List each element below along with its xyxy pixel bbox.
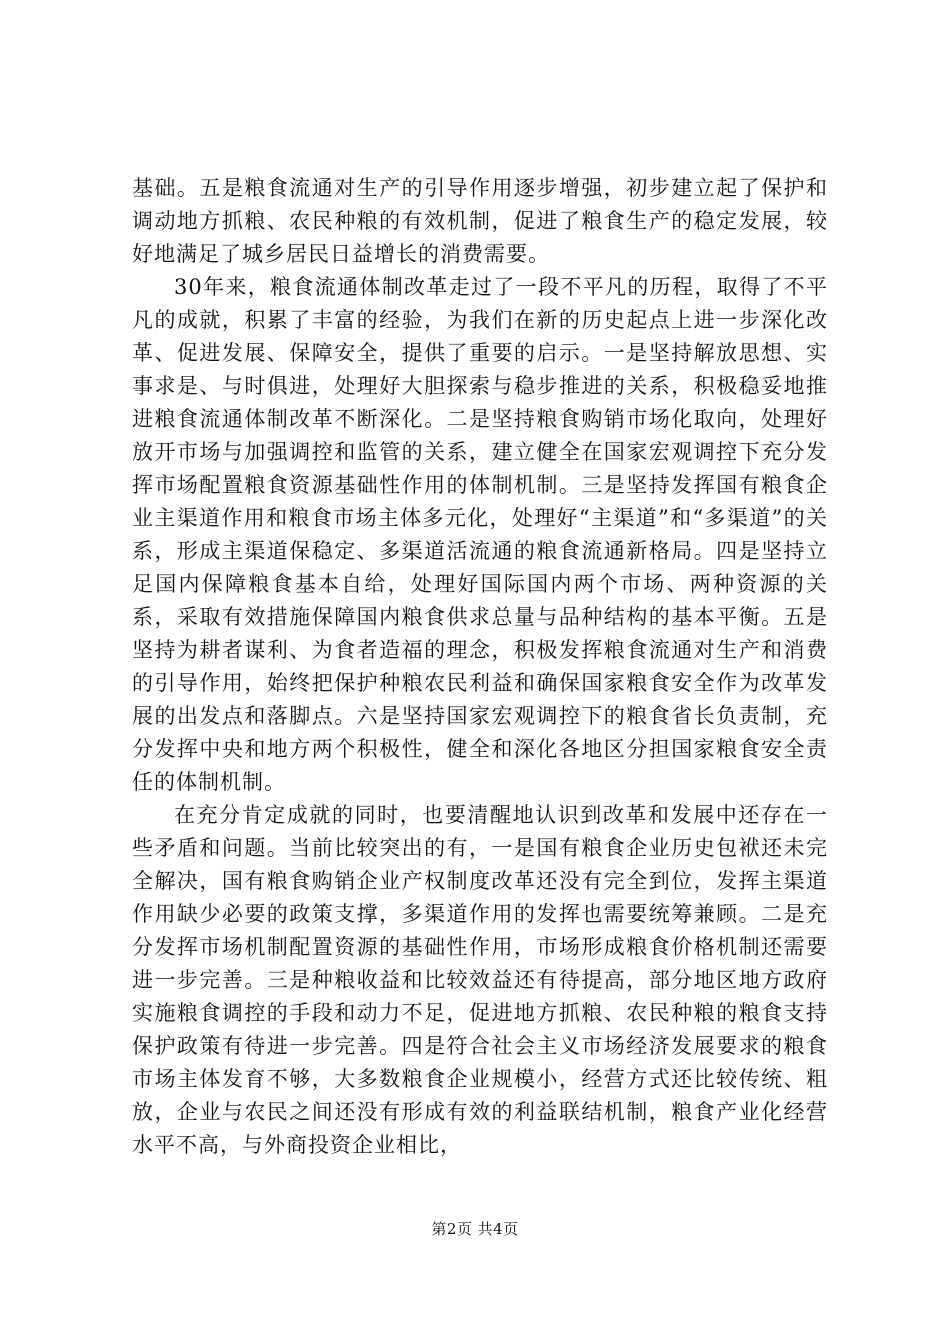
page-footer: 第2页 共4页: [431, 1220, 519, 1238]
paragraph-problems: 在充分肯定成就的同时，也要清醒地认识到改革和发展中还存在一些矛盾和问题。当前比较突出的有，一是国有粮食企业历史包袱还未完全解决，国有粮食购销企业产权制度改革还没有完全到位，发挥主渠道作用缺少必要的政策支撑，多渠道作用的发挥也需要统筹兼顾。二是充分发挥市场机制配置资源的基础性作用，市场形成粮食价格机制还需要进一步完善。三是种粮收益和比较效益还有待提高，部分地区地方政府实施粮食调控的手段和动力不足，促进地方抓粮、农民种粮的粮食支持保护政策有待进一步完善。四是符合社会主义市场经济发展要求的粮食市场主体发育不够，大多数粮食企业规模小，经营方式还比较传统、粗放，企业与农民之间还没有形成有效的利益联结机制，粮食产业化经营水平不高，与外商投资企业相比，: [132, 803, 828, 1157]
paragraph-experience: 30年来，粮食流通体制改革走过了一段不平凡的历程，取得了不平凡的成就，积累了丰富的经验，为我们在新的历史起点上进一步深化改革、促进发展、保障安全，提供了重要的启示。一是坚持解放思想、实事求是、与时俱进，处理好大胆探索与稳步推进的关系，积极稳妥地推进粮食流通体制改革不断深化。二是坚持粮食购销市场化取向，处理好放开市场与加强调控和监管的关系，建立健全在国家宏观调控下充分发挥市场配置粮食资源基础性作用的体制机制。三是坚持发挥国有粮食企业主渠道作用和粮食市场主体多元化，处理好“主渠道”和“多渠道”的关系，形成主渠道保稳定、多渠道活流通的粮食流通新格局。四是坚持立足国内保障粮食基本自给，处理好国际国内两个市场、两种资源的关系，采取有效措施保障国内粮食供求总量与品种结构的基本平衡。五是坚持为耕者谋利、为食者造福的理念，积极发挥粮食流通对生产和消费的引导作用，始终把保护种粮农民利益和确保国家粮食安全作为改革发展的出发点和落脚点。六是坚持国家宏观调控下的粮食省长负责制，充分发挥中央和地方两个积极性，健全和深化各地区分担国家粮食安全责任的体制机制。: [132, 275, 828, 794]
document-body: [132, 172, 828, 1162]
paragraph-continuation: 基础。五是粮食流通对生产的引导作用逐步增强，初步建立起了保护和调动地方抓粮、农民种粮的有效机制，促进了粮食生产的稳定发展，较好地满足了城乡居民日益增长的消费需要。: [132, 176, 828, 266]
